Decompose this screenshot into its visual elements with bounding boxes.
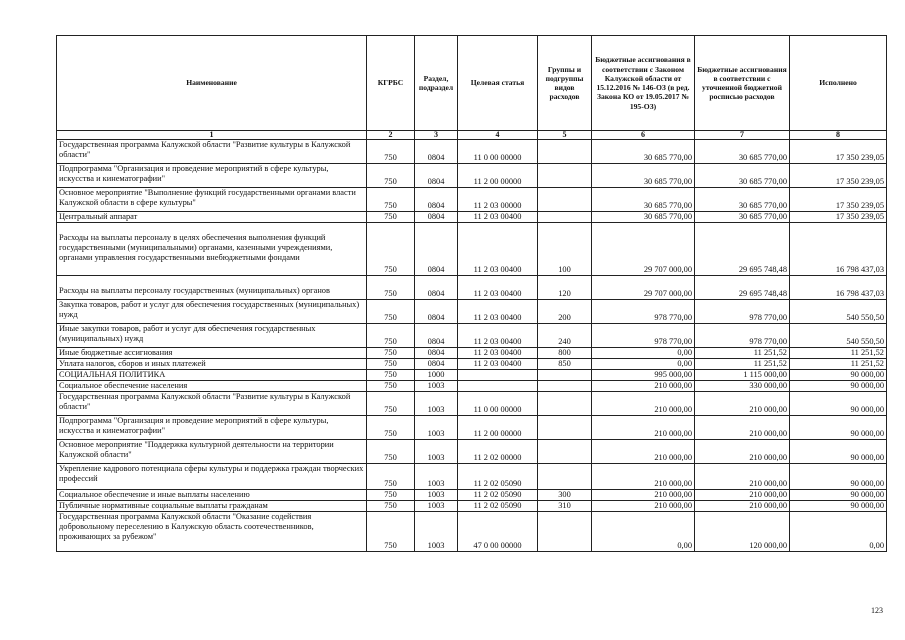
budget-table xyxy=(56,35,887,552)
cell-executed: 90 000,00 xyxy=(790,416,887,440)
cell-refined: 978 770,00 xyxy=(695,324,790,348)
cell-name: Государственная программа Калужской области "Оказание содействия добровольному переселению в Калужскую область соотечественников, проживающих за рубежом" xyxy=(57,512,367,552)
cell-section: 1003 xyxy=(415,381,458,392)
cell-target: 11 2 03 00400 xyxy=(458,223,538,276)
table-row xyxy=(57,392,887,416)
cell-target: 11 2 03 00400 xyxy=(458,324,538,348)
cell-kgrbs: 750 xyxy=(367,416,415,440)
cell-assigned: 30 685 770,00 xyxy=(592,164,695,188)
cell-target: 11 2 02 00000 xyxy=(458,440,538,464)
cell-refined: 210 000,00 xyxy=(695,464,790,490)
cell-target: 47 0 00 00000 xyxy=(458,512,538,552)
header-target: Целевая статья xyxy=(458,36,538,131)
cell-kgrbs: 750 xyxy=(367,300,415,324)
cell-executed: 0,00 xyxy=(790,512,887,552)
cell-name: Государственная программа Калужской области "Развитие культуры в Калужской области" xyxy=(57,140,367,164)
cell-refined: 29 695 748,48 xyxy=(695,223,790,276)
table-row xyxy=(57,164,887,188)
page-number: 123 xyxy=(871,606,883,615)
cell-section: 1003 xyxy=(415,392,458,416)
header-assigned: Бюджетные ассигнования в соответствии с Законом Калужской области от 15.12.2016 № 146-ОЗ (в ред. Закона КО от 19.05.2017 № 195-ОЗ) xyxy=(592,36,695,131)
cell-target: 11 2 03 00400 xyxy=(458,348,538,359)
cell-kgrbs: 750 xyxy=(367,359,415,370)
cell-group: 100 xyxy=(538,223,592,276)
cell-group xyxy=(538,370,592,381)
column-number: 4 xyxy=(458,131,538,140)
cell-executed: 90 000,00 xyxy=(790,392,887,416)
cell-refined: 30 685 770,00 xyxy=(695,188,790,212)
table-row xyxy=(57,501,887,512)
cell-section: 0804 xyxy=(415,188,458,212)
cell-executed: 11 251,52 xyxy=(790,359,887,370)
cell-executed: 90 000,00 xyxy=(790,440,887,464)
column-number: 5 xyxy=(538,131,592,140)
cell-kgrbs: 750 xyxy=(367,348,415,359)
header-section: Раздел, подраздел xyxy=(415,36,458,131)
column-number-row xyxy=(57,131,887,140)
cell-kgrbs: 750 xyxy=(367,164,415,188)
cell-group: 310 xyxy=(538,501,592,512)
cell-group xyxy=(538,464,592,490)
cell-group: 800 xyxy=(538,348,592,359)
header-executed: Исполнено xyxy=(790,36,887,131)
cell-target xyxy=(458,381,538,392)
cell-target: 11 2 02 05090 xyxy=(458,501,538,512)
cell-section: 1003 xyxy=(415,490,458,501)
cell-group xyxy=(538,416,592,440)
cell-executed: 17 350 239,05 xyxy=(790,212,887,223)
cell-kgrbs: 750 xyxy=(367,464,415,490)
cell-name: Закупка товаров, работ и услуг для обеспечения государственных (муниципальных) нужд xyxy=(57,300,367,324)
cell-target: 11 2 02 05090 xyxy=(458,490,538,501)
cell-executed: 90 000,00 xyxy=(790,464,887,490)
cell-assigned: 30 685 770,00 xyxy=(592,140,695,164)
cell-refined: 210 000,00 xyxy=(695,416,790,440)
cell-executed: 17 350 239,05 xyxy=(790,164,887,188)
table-row xyxy=(57,512,887,552)
cell-target: 11 2 02 05090 xyxy=(458,464,538,490)
cell-section: 0804 xyxy=(415,164,458,188)
cell-name: Основное мероприятие "Выполнение функций государственными органами власти Калужской области в сфере культуры" xyxy=(57,188,367,212)
cell-group xyxy=(538,188,592,212)
cell-target: 11 2 00 00000 xyxy=(458,416,538,440)
cell-group: 120 xyxy=(538,276,592,300)
cell-executed: 11 251,52 xyxy=(790,348,887,359)
cell-section: 1003 xyxy=(415,464,458,490)
cell-name: Иные бюджетные ассигнования xyxy=(57,348,367,359)
cell-kgrbs: 750 xyxy=(367,140,415,164)
cell-section: 1003 xyxy=(415,501,458,512)
cell-target: 11 2 03 00400 xyxy=(458,276,538,300)
table-row xyxy=(57,223,887,276)
cell-executed: 16 798 437,03 xyxy=(790,276,887,300)
cell-target: 11 0 00 00000 xyxy=(458,140,538,164)
cell-refined: 120 000,00 xyxy=(695,512,790,552)
table-row xyxy=(57,370,887,381)
cell-refined: 210 000,00 xyxy=(695,440,790,464)
cell-assigned: 210 000,00 xyxy=(592,381,695,392)
cell-section: 0804 xyxy=(415,276,458,300)
table-row xyxy=(57,359,887,370)
cell-section: 0804 xyxy=(415,212,458,223)
cell-section: 0804 xyxy=(415,223,458,276)
cell-executed: 17 350 239,05 xyxy=(790,188,887,212)
cell-group xyxy=(538,392,592,416)
cell-assigned: 995 000,00 xyxy=(592,370,695,381)
cell-assigned: 210 000,00 xyxy=(592,416,695,440)
cell-refined: 210 000,00 xyxy=(695,501,790,512)
cell-executed: 90 000,00 xyxy=(790,370,887,381)
cell-name: Государственная программа Калужской области "Развитие культуры в Калужской области" xyxy=(57,392,367,416)
cell-assigned: 29 707 000,00 xyxy=(592,276,695,300)
cell-name: Подпрограмма "Организация и проведение мероприятий в сфере культуры, искусства и кинематографии" xyxy=(57,416,367,440)
cell-section: 0804 xyxy=(415,140,458,164)
cell-assigned: 29 707 000,00 xyxy=(592,223,695,276)
table-row xyxy=(57,212,887,223)
cell-kgrbs: 750 xyxy=(367,324,415,348)
column-number: 1 xyxy=(57,131,367,140)
cell-target: 11 0 00 00000 xyxy=(458,392,538,416)
cell-target: 11 2 03 00400 xyxy=(458,359,538,370)
cell-refined: 30 685 770,00 xyxy=(695,140,790,164)
cell-name: Уплата налогов, сборов и иных платежей xyxy=(57,359,367,370)
cell-kgrbs: 750 xyxy=(367,490,415,501)
cell-refined: 11 251,52 xyxy=(695,348,790,359)
cell-assigned: 210 000,00 xyxy=(592,440,695,464)
table-row xyxy=(57,300,887,324)
cell-group xyxy=(538,164,592,188)
cell-assigned: 0,00 xyxy=(592,512,695,552)
cell-kgrbs: 750 xyxy=(367,212,415,223)
cell-executed: 540 550,50 xyxy=(790,300,887,324)
cell-assigned: 210 000,00 xyxy=(592,490,695,501)
cell-refined: 1 115 000,00 xyxy=(695,370,790,381)
cell-section: 1003 xyxy=(415,440,458,464)
cell-group: 850 xyxy=(538,359,592,370)
cell-assigned: 30 685 770,00 xyxy=(592,188,695,212)
cell-executed: 90 000,00 xyxy=(790,501,887,512)
column-number: 6 xyxy=(592,131,695,140)
header-kgrbs: КГРБС xyxy=(367,36,415,131)
cell-section: 1003 xyxy=(415,512,458,552)
cell-section: 1003 xyxy=(415,416,458,440)
cell-name: Подпрограмма "Организация и проведение мероприятий в сфере культуры, искусства и кинематографии" xyxy=(57,164,367,188)
table-row xyxy=(57,276,887,300)
header-row xyxy=(57,36,887,131)
cell-group xyxy=(538,512,592,552)
cell-assigned: 210 000,00 xyxy=(592,392,695,416)
table-body xyxy=(57,140,887,552)
table-row xyxy=(57,440,887,464)
cell-section: 0804 xyxy=(415,359,458,370)
cell-name: Основное мероприятие "Поддержка культурной деятельности на территории Калужской области" xyxy=(57,440,367,464)
cell-name: Расходы на выплаты персоналу государственных (муниципальных) органов xyxy=(57,276,367,300)
cell-kgrbs: 750 xyxy=(367,381,415,392)
cell-group xyxy=(538,381,592,392)
header-name: Наименование xyxy=(57,36,367,131)
cell-assigned: 30 685 770,00 xyxy=(592,212,695,223)
table-row xyxy=(57,416,887,440)
header-refined: Бюджетные ассигнования в соответствии с уточненной бюджетной росписью расходов xyxy=(695,36,790,131)
column-number: 8 xyxy=(790,131,887,140)
cell-name: Расходы на выплаты персоналу в целях обеспечения выполнения функций государственными (муниципальными) органами, казенными учреждениями, органами управления государственными внебюджетными фондами xyxy=(57,223,367,276)
cell-refined: 210 000,00 xyxy=(695,490,790,501)
cell-refined: 29 695 748,48 xyxy=(695,276,790,300)
cell-executed: 90 000,00 xyxy=(790,381,887,392)
cell-target: 11 2 00 00000 xyxy=(458,164,538,188)
cell-executed: 16 798 437,03 xyxy=(790,223,887,276)
column-number: 7 xyxy=(695,131,790,140)
cell-target: 11 2 03 00400 xyxy=(458,300,538,324)
cell-group: 240 xyxy=(538,324,592,348)
table-row xyxy=(57,324,887,348)
cell-group xyxy=(538,212,592,223)
cell-kgrbs: 750 xyxy=(367,370,415,381)
cell-executed: 17 350 239,05 xyxy=(790,140,887,164)
cell-kgrbs: 750 xyxy=(367,223,415,276)
cell-target: 11 2 03 00000 xyxy=(458,188,538,212)
cell-kgrbs: 750 xyxy=(367,501,415,512)
cell-name: СОЦИАЛЬНАЯ ПОЛИТИКА xyxy=(57,370,367,381)
cell-kgrbs: 750 xyxy=(367,392,415,416)
cell-kgrbs: 750 xyxy=(367,440,415,464)
cell-section: 1000 xyxy=(415,370,458,381)
cell-target xyxy=(458,370,538,381)
column-number: 2 xyxy=(367,131,415,140)
table-row xyxy=(57,490,887,501)
cell-name: Публичные нормативные социальные выплаты гражданам xyxy=(57,501,367,512)
cell-refined: 330 000,00 xyxy=(695,381,790,392)
cell-group: 200 xyxy=(538,300,592,324)
cell-refined: 978 770,00 xyxy=(695,300,790,324)
cell-name: Центральный аппарат xyxy=(57,212,367,223)
cell-assigned: 978 770,00 xyxy=(592,300,695,324)
cell-kgrbs: 750 xyxy=(367,188,415,212)
cell-group xyxy=(538,140,592,164)
cell-refined: 30 685 770,00 xyxy=(695,212,790,223)
cell-assigned: 0,00 xyxy=(592,348,695,359)
cell-assigned: 210 000,00 xyxy=(592,501,695,512)
cell-kgrbs: 750 xyxy=(367,276,415,300)
cell-refined: 210 000,00 xyxy=(695,392,790,416)
cell-assigned: 0,00 xyxy=(592,359,695,370)
cell-refined: 30 685 770,00 xyxy=(695,164,790,188)
column-number: 3 xyxy=(415,131,458,140)
cell-refined: 11 251,52 xyxy=(695,359,790,370)
table-row xyxy=(57,188,887,212)
cell-section: 0804 xyxy=(415,348,458,359)
cell-name: Иные закупки товаров, работ и услуг для обеспечения государственных (муниципальных) нужд xyxy=(57,324,367,348)
cell-assigned: 210 000,00 xyxy=(592,464,695,490)
table-row xyxy=(57,464,887,490)
table-row xyxy=(57,348,887,359)
cell-name: Социальное обеспечение населения xyxy=(57,381,367,392)
cell-assigned: 978 770,00 xyxy=(592,324,695,348)
cell-group: 300 xyxy=(538,490,592,501)
cell-executed: 90 000,00 xyxy=(790,490,887,501)
cell-executed: 540 550,50 xyxy=(790,324,887,348)
table-row xyxy=(57,381,887,392)
cell-section: 0804 xyxy=(415,300,458,324)
cell-section: 0804 xyxy=(415,324,458,348)
cell-target: 11 2 03 00400 xyxy=(458,212,538,223)
cell-name: Социальное обеспечение и иные выплаты населению xyxy=(57,490,367,501)
table-row xyxy=(57,140,887,164)
cell-group xyxy=(538,440,592,464)
header-group: Группы и подгруппы видов расходов xyxy=(538,36,592,131)
cell-name: Укрепление кадрового потенциала сферы культуры и поддержка граждан творческих профессий xyxy=(57,464,367,490)
cell-kgrbs: 750 xyxy=(367,512,415,552)
